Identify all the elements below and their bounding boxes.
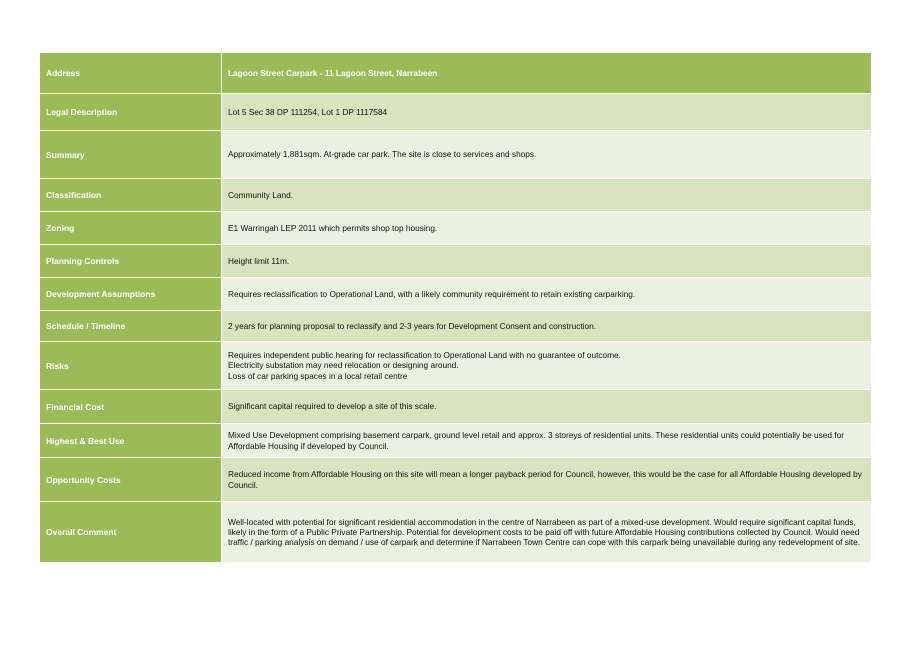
row-value: Significant capital required to develop a site of this scale. [222,390,871,423]
row-value: Lot 5 Sec 38 DP 111254, Lot 1 DP 1117584 [222,94,871,130]
table-row-summary [40,131,871,179]
row-value [222,342,871,389]
row-label: Highest & Best Use [40,424,222,457]
risk-line: Loss of car parking spaces in a local retail centre [228,370,408,381]
table-row-risks [40,342,871,390]
row-label: Zoning [40,212,222,244]
row-value: Height limit 11m. [222,245,871,277]
row-label: Schedule / Timeline [40,311,222,341]
table-row-planning-controls [40,245,871,278]
row-value: Mixed Use Development comprising basement carpark, ground level retail and approx. 3 storeys of residential units. These residential units could potentially be used for Affordable Housing if developed by Council. [222,424,871,457]
row-value: Reduced income from Affordable Housing on this site will mean a longer payback period for Council, however, this would be the case for all Affordable Housing developed by Council. [222,458,871,501]
row-label: Legal Description [40,94,222,130]
table-row-zoning [40,212,871,245]
table-row-legal-description [40,94,871,131]
row-value: Approximately 1,881sqm. At-grade car park. The site is close to services and shops. [222,131,871,178]
row-label: Development Assumptions [40,278,222,310]
table-row-opportunity-costs [40,458,871,502]
row-value: 2 years for planning proposal to reclassify and 2-3 years for Development Consent and construction. [222,311,871,341]
row-label: Summary [40,131,222,178]
row-value: Requires reclassification to Operational Land, with a likely community requirement to retain existing carparking. [222,278,871,310]
risk-line: Electricity substation may need relocation or designing around. [228,360,459,371]
row-value: Well-located with potential for significant residential accommodation in the centre of Narrabeen as part of a mixed-use development. Would require significant capital funds, likely in the form of a Public Private Partnership. Potential for development costs to be paid off with future Affordable Housing contributions collected by Council. Would need traffic / parking analysis on demand / use of carpark and determine if Narrabeen Town Centre can cope with this carpark being unavailable during any redevelopment of site. [222,502,871,562]
risk-line: Requires independent public hearing for reclassification to Operational Land with no guarantee of outcome. [228,350,621,361]
property-assessment-table [40,53,871,562]
table-row-overall-comment [40,502,871,562]
table-row-highest-best-use [40,424,871,458]
table-row-classification [40,179,871,212]
row-label: Address [40,53,222,93]
table-row-development-assumptions [40,278,871,311]
row-label: Opportunity Costs [40,458,222,501]
table-row-financial-cost [40,390,871,424]
row-label: Planning Controls [40,245,222,277]
row-value: Community Land. [222,179,871,211]
row-label: Risks [40,342,222,389]
row-label: Overall Comment [40,502,222,562]
table-row-schedule-timeline [40,311,871,342]
row-label: Financial Cost [40,390,222,423]
row-value: E1 Warringah LEP 2011 which permits shop top housing. [222,212,871,244]
table-row-address [40,53,871,94]
row-value: Lagoon Street Carpark - 11 Lagoon Street, Narrabeen [222,53,871,93]
row-label: Classification [40,179,222,211]
